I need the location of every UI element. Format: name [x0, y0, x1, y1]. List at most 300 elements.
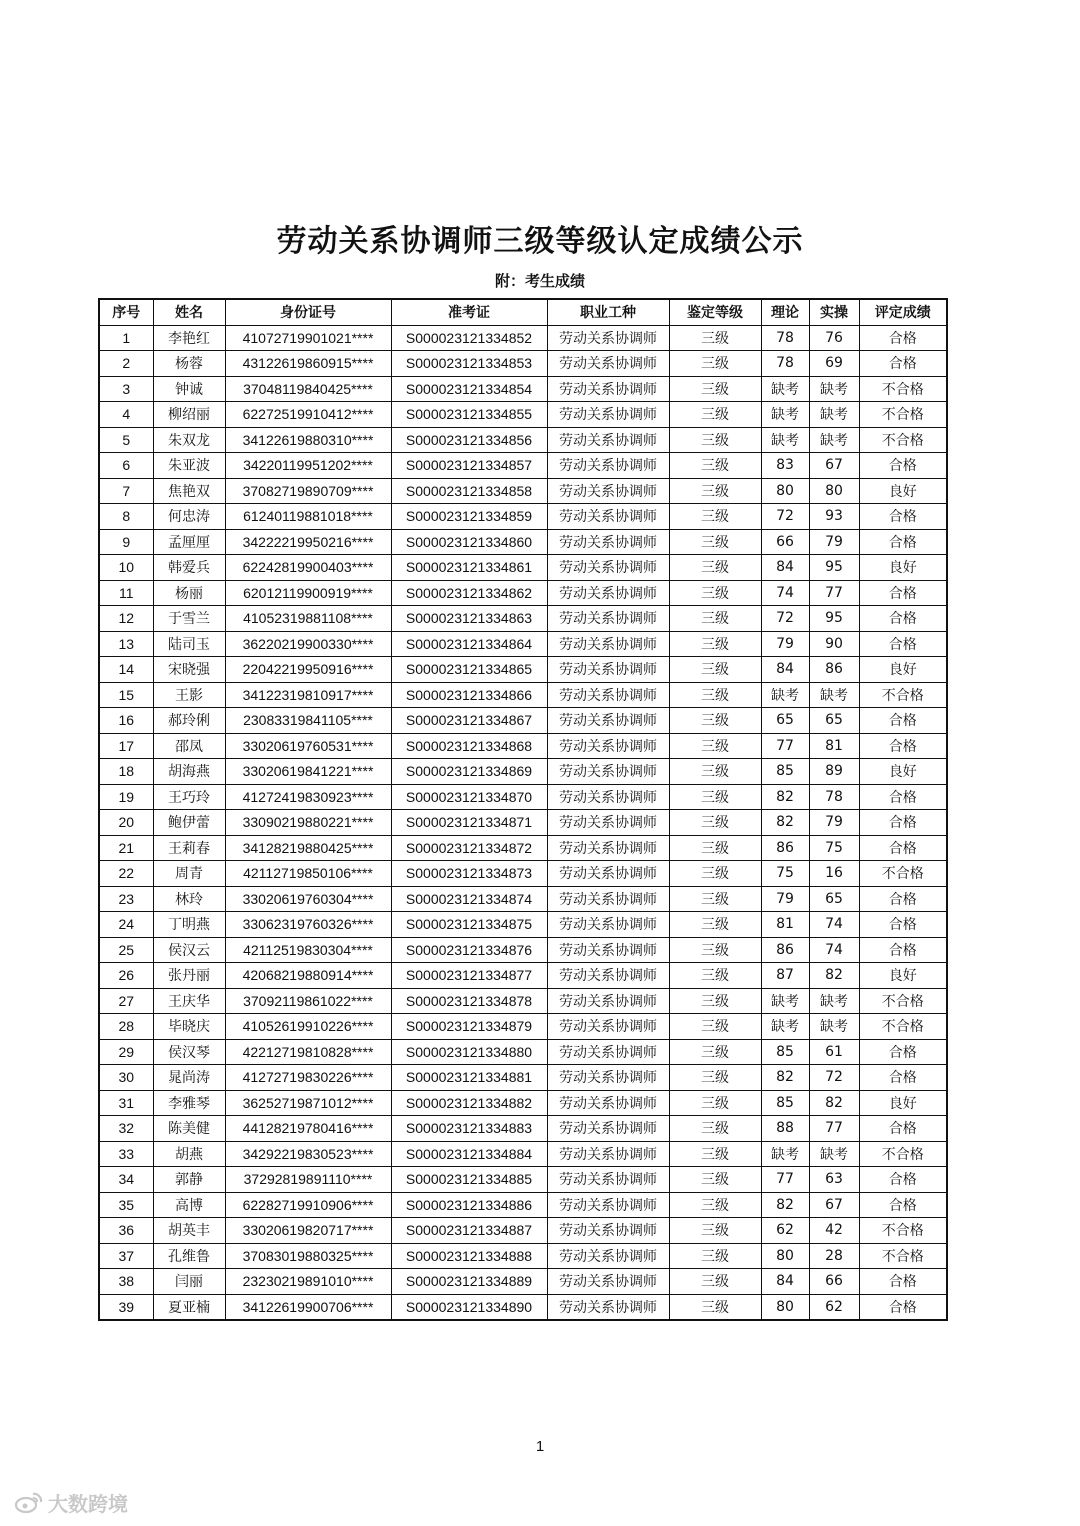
cell-practice: 79 [809, 810, 859, 836]
cell-name: 宋晓强 [153, 657, 225, 683]
table-row [99, 1065, 947, 1091]
cell-occupation: 劳动关系协调师 [547, 402, 669, 428]
page-title: 劳动关系协调师三级等级认定成绩公示 [276, 224, 804, 259]
table-row [99, 402, 947, 428]
table-row [99, 1294, 947, 1320]
cell-name: 郝玲俐 [153, 708, 225, 734]
cell-id-number: 36252719871012**** [225, 1090, 391, 1116]
cell-practice: 76 [809, 325, 859, 351]
cell-level: 三级 [669, 555, 761, 581]
cell-occupation: 劳动关系协调师 [547, 555, 669, 581]
cell-occupation: 劳动关系协调师 [547, 784, 669, 810]
cell-occupation: 劳动关系协调师 [547, 1014, 669, 1040]
table-row [99, 427, 947, 453]
cell-practice: 93 [809, 504, 859, 530]
cell-result: 良好 [859, 759, 947, 785]
weibo-logo-icon [14, 1491, 44, 1515]
cell-result: 合格 [859, 504, 947, 530]
cell-admission-ticket: S000023121334858 [391, 478, 547, 504]
table-row [99, 1192, 947, 1218]
cell-name: 胡海燕 [153, 759, 225, 785]
cell-result: 合格 [859, 912, 947, 938]
cell-practice: 90 [809, 631, 859, 657]
cell-level: 三级 [669, 453, 761, 479]
cell-seq: 18 [99, 759, 153, 785]
cell-theory: 88 [761, 1116, 809, 1142]
header-seq: 序号 [99, 299, 153, 325]
cell-seq: 23 [99, 886, 153, 912]
cell-seq: 3 [99, 376, 153, 402]
cell-result: 合格 [859, 1192, 947, 1218]
cell-seq: 1 [99, 325, 153, 351]
cell-level: 三级 [669, 1065, 761, 1091]
cell-id-number: 43122619860915**** [225, 351, 391, 377]
cell-theory: 缺考 [761, 402, 809, 428]
cell-name: 焦艳双 [153, 478, 225, 504]
cell-admission-ticket: S000023121334870 [391, 784, 547, 810]
cell-admission-ticket: S000023121334868 [391, 733, 547, 759]
cell-result: 合格 [859, 1294, 947, 1320]
cell-name: 杨蓉 [153, 351, 225, 377]
table-row [99, 835, 947, 861]
cell-result: 合格 [859, 529, 947, 555]
cell-theory: 65 [761, 708, 809, 734]
cell-result: 良好 [859, 478, 947, 504]
cell-id-number: 37082719890709**** [225, 478, 391, 504]
cell-result: 良好 [859, 1090, 947, 1116]
cell-admission-ticket: S000023121334875 [391, 912, 547, 938]
cell-admission-ticket: S000023121334889 [391, 1269, 547, 1295]
cell-theory: 缺考 [761, 1014, 809, 1040]
cell-theory: 62 [761, 1218, 809, 1244]
cell-level: 三级 [669, 657, 761, 683]
cell-result: 合格 [859, 784, 947, 810]
cell-seq: 7 [99, 478, 153, 504]
cell-occupation: 劳动关系协调师 [547, 912, 669, 938]
cell-occupation: 劳动关系协调师 [547, 682, 669, 708]
header-theory: 理论 [761, 299, 809, 325]
watermark [14, 1488, 128, 1517]
cell-result: 不合格 [859, 1014, 947, 1040]
cell-name: 孔维鲁 [153, 1243, 225, 1269]
cell-seq: 16 [99, 708, 153, 734]
cell-theory: 87 [761, 963, 809, 989]
cell-theory: 85 [761, 759, 809, 785]
cell-result: 合格 [859, 631, 947, 657]
cell-admission-ticket: S000023121334888 [391, 1243, 547, 1269]
cell-id-number: 33062319760326**** [225, 912, 391, 938]
cell-seq: 35 [99, 1192, 153, 1218]
cell-admission-ticket: S000023121334856 [391, 427, 547, 453]
cell-result: 不合格 [859, 1141, 947, 1167]
cell-id-number: 41052319881108**** [225, 606, 391, 632]
cell-id-number: 34122619880310**** [225, 427, 391, 453]
table-row [99, 657, 947, 683]
cell-occupation: 劳动关系协调师 [547, 759, 669, 785]
cell-theory: 83 [761, 453, 809, 479]
cell-level: 三级 [669, 1243, 761, 1269]
page-number: 1 [535, 1438, 545, 1455]
cell-occupation: 劳动关系协调师 [547, 427, 669, 453]
cell-admission-ticket: S000023121334869 [391, 759, 547, 785]
table-row [99, 529, 947, 555]
cell-theory: 80 [761, 478, 809, 504]
cell-occupation: 劳动关系协调师 [547, 708, 669, 734]
cell-occupation: 劳动关系协调师 [547, 1065, 669, 1091]
cell-result: 合格 [859, 1269, 947, 1295]
header-id-number: 身份证号 [225, 299, 391, 325]
cell-result: 良好 [859, 657, 947, 683]
cell-result: 不合格 [859, 1218, 947, 1244]
cell-theory: 84 [761, 555, 809, 581]
cell-admission-ticket: S000023121334871 [391, 810, 547, 836]
cell-occupation: 劳动关系协调师 [547, 1039, 669, 1065]
cell-practice: 80 [809, 478, 859, 504]
table-row [99, 963, 947, 989]
cell-name: 杨丽 [153, 580, 225, 606]
cell-name: 张丹丽 [153, 963, 225, 989]
cell-level: 三级 [669, 733, 761, 759]
cell-theory: 82 [761, 810, 809, 836]
cell-practice: 95 [809, 606, 859, 632]
cell-practice: 67 [809, 453, 859, 479]
cell-result: 合格 [859, 1116, 947, 1142]
cell-admission-ticket: S000023121334872 [391, 835, 547, 861]
cell-name: 闫丽 [153, 1269, 225, 1295]
table-row [99, 1141, 947, 1167]
cell-occupation: 劳动关系协调师 [547, 580, 669, 606]
cell-result: 不合格 [859, 427, 947, 453]
cell-practice: 16 [809, 861, 859, 887]
cell-occupation: 劳动关系协调师 [547, 835, 669, 861]
cell-admission-ticket: S000023121334884 [391, 1141, 547, 1167]
cell-seq: 10 [99, 555, 153, 581]
cell-practice: 75 [809, 835, 859, 861]
cell-name: 陆司玉 [153, 631, 225, 657]
cell-practice: 77 [809, 1116, 859, 1142]
cell-seq: 19 [99, 784, 153, 810]
cell-id-number: 42112719850106**** [225, 861, 391, 887]
cell-theory: 77 [761, 733, 809, 759]
score-table-body [99, 325, 947, 1320]
cell-occupation: 劳动关系协调师 [547, 351, 669, 377]
cell-name: 毕晓庆 [153, 1014, 225, 1040]
cell-practice: 89 [809, 759, 859, 785]
cell-id-number: 42212719810828**** [225, 1039, 391, 1065]
cell-result: 合格 [859, 886, 947, 912]
cell-level: 三级 [669, 912, 761, 938]
cell-id-number: 62012119900919**** [225, 580, 391, 606]
cell-admission-ticket: S000023121334865 [391, 657, 547, 683]
cell-id-number: 23083319841105**** [225, 708, 391, 734]
table-row [99, 810, 947, 836]
cell-id-number: 37048119840425**** [225, 376, 391, 402]
cell-practice: 95 [809, 555, 859, 581]
cell-result: 合格 [859, 1039, 947, 1065]
cell-id-number: 34128219880425**** [225, 835, 391, 861]
cell-result: 不合格 [859, 1243, 947, 1269]
table-row [99, 606, 947, 632]
cell-name: 胡燕 [153, 1141, 225, 1167]
cell-occupation: 劳动关系协调师 [547, 1141, 669, 1167]
table-row [99, 555, 947, 581]
cell-id-number: 42068219880914**** [225, 963, 391, 989]
cell-id-number: 41072719901021**** [225, 325, 391, 351]
cell-result: 合格 [859, 606, 947, 632]
cell-occupation: 劳动关系协调师 [547, 376, 669, 402]
cell-id-number: 42112519830304**** [225, 937, 391, 963]
cell-level: 三级 [669, 1167, 761, 1193]
cell-level: 三级 [669, 1116, 761, 1142]
table-row [99, 1167, 947, 1193]
cell-level: 三级 [669, 1141, 761, 1167]
cell-admission-ticket: S000023121334866 [391, 682, 547, 708]
table-row [99, 937, 947, 963]
table-row [99, 325, 947, 351]
table-row [99, 682, 947, 708]
cell-occupation: 劳动关系协调师 [547, 504, 669, 530]
cell-occupation: 劳动关系协调师 [547, 1243, 669, 1269]
cell-name: 林玲 [153, 886, 225, 912]
cell-occupation: 劳动关系协调师 [547, 529, 669, 555]
cell-theory: 81 [761, 912, 809, 938]
cell-name: 侯汉云 [153, 937, 225, 963]
cell-seq: 6 [99, 453, 153, 479]
cell-level: 三级 [669, 1218, 761, 1244]
cell-practice: 74 [809, 912, 859, 938]
cell-admission-ticket: S000023121334881 [391, 1065, 547, 1091]
cell-name: 孟厘厘 [153, 529, 225, 555]
cell-practice: 65 [809, 708, 859, 734]
cell-name: 高博 [153, 1192, 225, 1218]
cell-seq: 2 [99, 351, 153, 377]
cell-seq: 15 [99, 682, 153, 708]
cell-theory: 80 [761, 1294, 809, 1320]
cell-result: 合格 [859, 1065, 947, 1091]
table-row [99, 504, 947, 530]
cell-admission-ticket: S000023121334862 [391, 580, 547, 606]
cell-occupation: 劳动关系协调师 [547, 1167, 669, 1193]
header-result: 评定成绩 [859, 299, 947, 325]
watermark-text: 大数跨境 [48, 1492, 128, 1516]
table-row [99, 1269, 947, 1295]
cell-admission-ticket: S000023121334885 [391, 1167, 547, 1193]
cell-level: 三级 [669, 529, 761, 555]
table-row [99, 453, 947, 479]
table-row [99, 1218, 947, 1244]
cell-id-number: 34122319810917**** [225, 682, 391, 708]
table-row [99, 1039, 947, 1065]
cell-admission-ticket: S000023121334852 [391, 325, 547, 351]
cell-name: 何忠涛 [153, 504, 225, 530]
cell-practice: 63 [809, 1167, 859, 1193]
cell-admission-ticket: S000023121334877 [391, 963, 547, 989]
cell-theory: 82 [761, 1192, 809, 1218]
cell-practice: 82 [809, 963, 859, 989]
cell-admission-ticket: S000023121334853 [391, 351, 547, 377]
score-table [98, 298, 948, 1321]
cell-theory: 缺考 [761, 427, 809, 453]
cell-admission-ticket: S000023121334879 [391, 1014, 547, 1040]
cell-id-number: 34222219950216**** [225, 529, 391, 555]
cell-admission-ticket: S000023121334855 [391, 402, 547, 428]
cell-practice: 缺考 [809, 682, 859, 708]
cell-seq: 21 [99, 835, 153, 861]
cell-seq: 12 [99, 606, 153, 632]
cell-admission-ticket: S000023121334860 [391, 529, 547, 555]
cell-level: 三级 [669, 1294, 761, 1320]
cell-theory: 85 [761, 1090, 809, 1116]
cell-practice: 缺考 [809, 402, 859, 428]
cell-practice: 77 [809, 580, 859, 606]
cell-theory: 72 [761, 504, 809, 530]
cell-result: 良好 [859, 963, 947, 989]
cell-occupation: 劳动关系协调师 [547, 963, 669, 989]
table-row [99, 376, 947, 402]
cell-seq: 5 [99, 427, 153, 453]
cell-name: 郭静 [153, 1167, 225, 1193]
cell-level: 三级 [669, 1269, 761, 1295]
cell-admission-ticket: S000023121334864 [391, 631, 547, 657]
table-row [99, 886, 947, 912]
cell-practice: 28 [809, 1243, 859, 1269]
cell-level: 三级 [669, 1192, 761, 1218]
cell-practice: 42 [809, 1218, 859, 1244]
table-row [99, 784, 947, 810]
cell-admission-ticket: S000023121334890 [391, 1294, 547, 1320]
cell-result: 良好 [859, 555, 947, 581]
header-occupation: 职业工种 [547, 299, 669, 325]
cell-seq: 30 [99, 1065, 153, 1091]
cell-id-number: 33020619820717**** [225, 1218, 391, 1244]
cell-occupation: 劳动关系协调师 [547, 606, 669, 632]
cell-seq: 34 [99, 1167, 153, 1193]
cell-level: 三级 [669, 682, 761, 708]
cell-name: 鲍伊蕾 [153, 810, 225, 836]
cell-occupation: 劳动关系协调师 [547, 937, 669, 963]
cell-id-number: 33020619760531**** [225, 733, 391, 759]
cell-practice: 缺考 [809, 988, 859, 1014]
cell-name: 晁尚涛 [153, 1065, 225, 1091]
table-row [99, 708, 947, 734]
cell-seq: 24 [99, 912, 153, 938]
cell-id-number: 34122619900706**** [225, 1294, 391, 1320]
cell-id-number: 33020619760304**** [225, 886, 391, 912]
cell-occupation: 劳动关系协调师 [547, 1294, 669, 1320]
cell-name: 夏亚楠 [153, 1294, 225, 1320]
table-row [99, 759, 947, 785]
cell-theory: 82 [761, 1065, 809, 1091]
cell-result: 合格 [859, 325, 947, 351]
cell-seq: 37 [99, 1243, 153, 1269]
cell-result: 不合格 [859, 861, 947, 887]
table-row [99, 580, 947, 606]
cell-theory: 80 [761, 1243, 809, 1269]
cell-admission-ticket: S000023121334876 [391, 937, 547, 963]
table-row [99, 1243, 947, 1269]
cell-practice: 67 [809, 1192, 859, 1218]
cell-theory: 缺考 [761, 682, 809, 708]
cell-seq: 36 [99, 1218, 153, 1244]
table-row [99, 1090, 947, 1116]
cell-seq: 27 [99, 988, 153, 1014]
cell-occupation: 劳动关系协调师 [547, 988, 669, 1014]
cell-name: 朱双龙 [153, 427, 225, 453]
cell-occupation: 劳动关系协调师 [547, 886, 669, 912]
cell-level: 三级 [669, 504, 761, 530]
cell-theory: 缺考 [761, 1141, 809, 1167]
cell-practice: 78 [809, 784, 859, 810]
cell-occupation: 劳动关系协调师 [547, 453, 669, 479]
cell-occupation: 劳动关系协调师 [547, 631, 669, 657]
cell-result: 合格 [859, 580, 947, 606]
cell-practice: 82 [809, 1090, 859, 1116]
cell-level: 三级 [669, 708, 761, 734]
cell-level: 三级 [669, 325, 761, 351]
cell-seq: 28 [99, 1014, 153, 1040]
cell-theory: 84 [761, 1269, 809, 1295]
cell-result: 合格 [859, 708, 947, 734]
cell-result: 合格 [859, 810, 947, 836]
cell-occupation: 劳动关系协调师 [547, 733, 669, 759]
cell-theory: 85 [761, 1039, 809, 1065]
table-header-row [99, 299, 947, 325]
cell-occupation: 劳动关系协调师 [547, 478, 669, 504]
cell-level: 三级 [669, 937, 761, 963]
cell-theory: 72 [761, 606, 809, 632]
cell-name: 周青 [153, 861, 225, 887]
cell-seq: 25 [99, 937, 153, 963]
cell-id-number: 34292219830523**** [225, 1141, 391, 1167]
cell-id-number: 41272419830923**** [225, 784, 391, 810]
cell-name: 钟诚 [153, 376, 225, 402]
page-subtitle: 附：考生成绩 [494, 272, 585, 290]
cell-id-number: 41052619910226**** [225, 1014, 391, 1040]
cell-practice: 缺考 [809, 376, 859, 402]
cell-name: 柳绍丽 [153, 402, 225, 428]
cell-result: 合格 [859, 835, 947, 861]
cell-theory: 79 [761, 886, 809, 912]
cell-result: 合格 [859, 937, 947, 963]
cell-theory: 缺考 [761, 988, 809, 1014]
cell-theory: 82 [761, 784, 809, 810]
cell-result: 合格 [859, 1167, 947, 1193]
cell-id-number: 62282719910906**** [225, 1192, 391, 1218]
header-admission-ticket: 准考证 [391, 299, 547, 325]
cell-id-number: 34220119951202**** [225, 453, 391, 479]
cell-result: 不合格 [859, 376, 947, 402]
cell-practice: 81 [809, 733, 859, 759]
cell-theory: 缺考 [761, 376, 809, 402]
cell-level: 三级 [669, 376, 761, 402]
table-row [99, 631, 947, 657]
cell-id-number: 22042219950916**** [225, 657, 391, 683]
cell-id-number: 37292819891110**** [225, 1167, 391, 1193]
cell-level: 三级 [669, 402, 761, 428]
cell-seq: 17 [99, 733, 153, 759]
cell-name: 李艳红 [153, 325, 225, 351]
cell-result: 合格 [859, 453, 947, 479]
cell-admission-ticket: S000023121334854 [391, 376, 547, 402]
cell-seq: 39 [99, 1294, 153, 1320]
cell-level: 三级 [669, 988, 761, 1014]
cell-level: 三级 [669, 1090, 761, 1116]
cell-id-number: 61240119881018**** [225, 504, 391, 530]
cell-admission-ticket: S000023121334861 [391, 555, 547, 581]
cell-admission-ticket: S000023121334880 [391, 1039, 547, 1065]
table-row [99, 478, 947, 504]
cell-name: 韩爱兵 [153, 555, 225, 581]
